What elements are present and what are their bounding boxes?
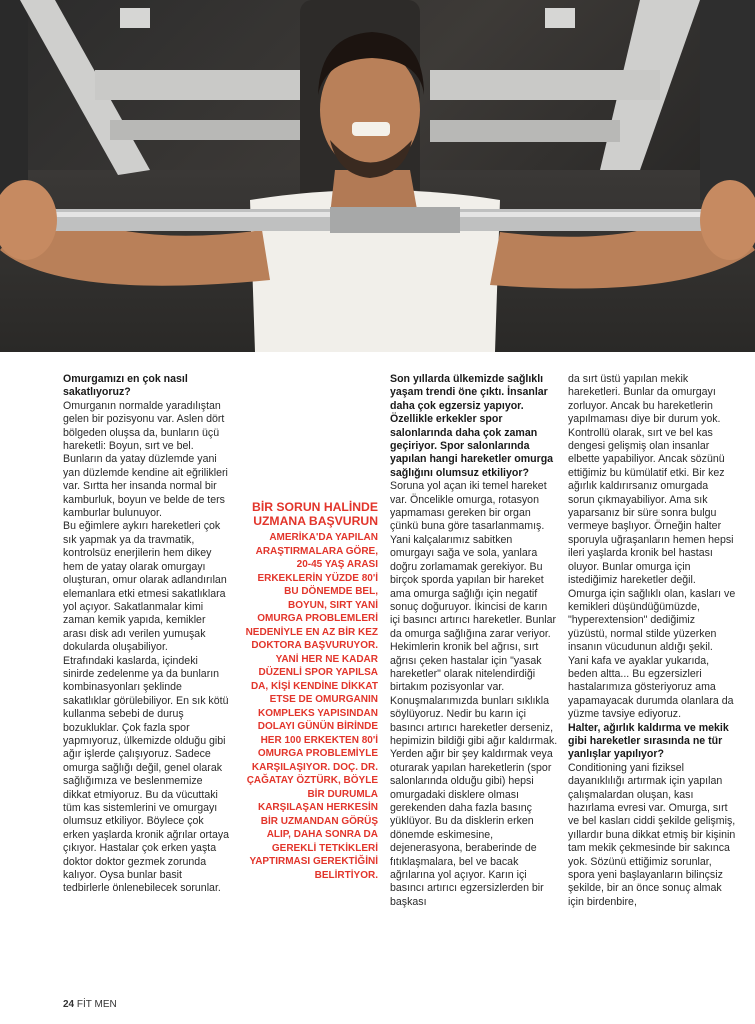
magazine-name: FİT MEN [76,999,117,1010]
question-heading-1: Omurgamızı en çok nasıl sakatlıyoruz? [63,373,188,399]
page-number: 24 [63,999,75,1010]
body-paragraph: Bu eğimlere aykırı hareketleri çok sık yapmak ya da travmatik, kontrolsüz enerjilerin hem dikey hem de yatay olarak omurgayı oluşturan, omur olarak adlandırılan elemanlara etki etmesi sakatlıklara yol açıyor. Sakatlanmalar kimi zaman kemik yapıda, kemikler arası disk adı verilen yumuşak dokularda oluşabiliyor. [63,520,227,654]
body-paragraph: Soruna yol açan iki temel hareket var. Öncelikle omurga, rotasyon yapmaması gereken bir organ çünkü buna göre tasarlanmamış. Yani kalçalarımız sabitken omurgayı sağa ve sola, yanlara doğru zorlamamak gerekiyor. Bu birçok sporda yapılan bir hareket ama omurga sağlığı için negatif sonuç doğuruyor. İkincisi de karın içi basıncı artırıcı hareketler. Bunlar da omurga sağlığına zarar veriyor. Hekimlerin kronik bel ağrısı, sırt ağrısı çeken hastalar için "yasak hareketler" olarak nitelendirdiği birtakım pozisyonlar var. Konuşmalarımızda bunları sıklıkla söylüyoruz. Nedir bu karın içi basıncı artırıcı hareketler derseniz, hepimizin bildiği gibi ağır kaldırmak. Yerden ağır bir şey kaldırmak veya oturarak yapılan hareketlerin (spor salonlarında olduğu gibi) hepsi omurgadaki disklere olması gerekenden daha fazla basınç yüklüyor. Bu da disklerin erken dönemde eskimesine, dejenerasyona, beraberinde de fıtıklaşmalara, bel ve bacak ağrılarına yol açıyor. Karın içi basıncı artırıcı egzersizlerden bir başkası [390,480,558,908]
hero-photo [0,0,755,352]
body-paragraph: Omurganın normalde yaradılıştan gelen bir pozisyonu var. Aslen dört bölgeden oluşsa da, bunların üçü hareketli: Boyun, sırt ve bel. Bunların da yatay düzlemde yani yan düzlemde kendine ait eğrilikleri var. Sırtta her insanda normal bir kamburluk, boyun ve belde de ters kamburlar bulunuyor. [63,399,228,520]
pull-quote-body: AMERİKA'DA YAPILAN ARAŞTIRMALARA GÖRE, 20-45 YAŞ ARASI ERKEKLERİN YÜZDE 80'İ BU DÖNEMDE BEL, BOYUN, SIRT YANİ OMURGA PROBLEMLERİ NEDENİYLE EN AZ BİR KEZ DOKTORA BAŞVURUYOR. YANİ HER NE KADAR DÜZENLİ SPOR YAPILSA DA, KİŞİ KENDİNE DİKKAT ETSE DE OMURGANIN KOMPLEKS YAPISINDAN DOLAYI GÜNÜN BİRİNDE HER 100 ERKEKTEN 80'İ OMURGA PROBLEMİYLE KARŞILAŞIYOR. DOÇ. DR. ÇAĞATAY ÖZTÜRK, BÖYLE BİR DURUMLA KARŞILAŞAN HERKESİN BİR UZMANDAN GÖRÜŞ ALIP, DAHA SONRA DA GEREKLİ TETKİKLERİ YAPTIRMASI GEREKTİĞİNİ BELİRTİYOR. [245,532,378,881]
question-heading-2: Son yıllarda ülkemizde sağlıklı yaşam trendi öne çıktı. İnsanlar daha çok egzersiz yapıyor. Özellikle erkekler spor salonlarında daha çok zaman geçiriyor. Spor salonlarında yapılan hangi hareketler omurga sağlığını olumsuz etkiliyor? [390,373,554,479]
question-heading-3: Halter, ağırlık kaldırma ve mekik gibi hareketler sırasında ne tür yanlışlar yapılıyor? [568,721,729,761]
rack-right-bar [430,70,660,100]
bench-press-illustration [0,0,755,352]
body-paragraph: Conditioning yani fiziksel dayanıklılığı artırmak için yapılan çalışmalardan oluşan, kası hazırlama evresi var. Omurga, sırt ve bel kasları ciddi şekilde gelişmiş, yıllardır buna dikkat etmiş bir kişinin tam mekik çekmesinde bir sakınca yok. Sözünü ettiğimiz sorunlar, spora yeni başlayanların bilinçsiz şekilde, bir an önce sonuç almak için birdenbire, [568,761,736,908]
article-column-1 [63,373,231,896]
article-column-3 [390,373,558,909]
body-paragraph: da sırt üstü yapılan mekik hareketleri. Bunlar da omurgayı zorluyor. Ancak bu hareketlerin yapılmaması diye bir durum yok. Kontrollü olarak, sırt ve bel kas dengesi gelişmiş olan insanlar elbette yapabiliyor. Ancak sözünü ettiğimiz bu kümülatif etki. Bir kez ağırlık kaldırırsanız omurgada sorun çıkmayabiliyor. Ama sık yaparsanız bir süre sonra bulgu vermeye başlıyor. Örneğin halter sporuyla uğraşanların hemen hepsi ileri yaşlarda kronik bel hastası oluyor. Bunlar omurga için istediğimiz hareketler değil. Omurga için sağlıklı olan, kasları ve kemikleri düşündüğümüzde, "hyperextension" dediğimiz yüzüstü, normal stilde yüzerken insanın vücudunun aldığı şekil. Yani kafa ve ayaklar yukarıda, beden altta... Bu egzersizleri hastalarımıza gösteriyoruz ama yapamayacak durumda olanlara da yüzme tavsiye ediyoruz. [568,373,736,721]
pull-quote-heading: BİR SORUN HALİNDE UZMANA BAŞVURUN [252,500,378,528]
page-folio [63,999,117,1010]
pull-quote [245,500,378,882]
article-column-4 [568,373,736,909]
rack-left-bar [95,70,305,100]
body-paragraph: Etrafındaki kaslarda, içindeki sinirde zedelenme ya da bunların kombinasyonları şeklinde sakatlıklar görülebiliyor. En sık kötü kullanma sebebi de duruş bozukluklar. Çok fazla spor yapmıyoruz, ülkemizde olduğu gibi ağır işlerde çalışıyoruz. Sadece omurga sağlığı değil, genel olarak sağlığımıza ve beslenmemize dikkat etmiyoruz. Bu da vücuttaki tüm kas sistemlerini ve omurgayı olumsuz etkiliyor. Böylece çok erken yaşlarda kronik ağrılar ortaya çıkıyor. Hastalar çok erken yaşta doktor doktor gezmek zorunda kalıyor. Oysa bunlar basit tedbirlerle önlenebilecek sorunlar. [63,654,230,895]
